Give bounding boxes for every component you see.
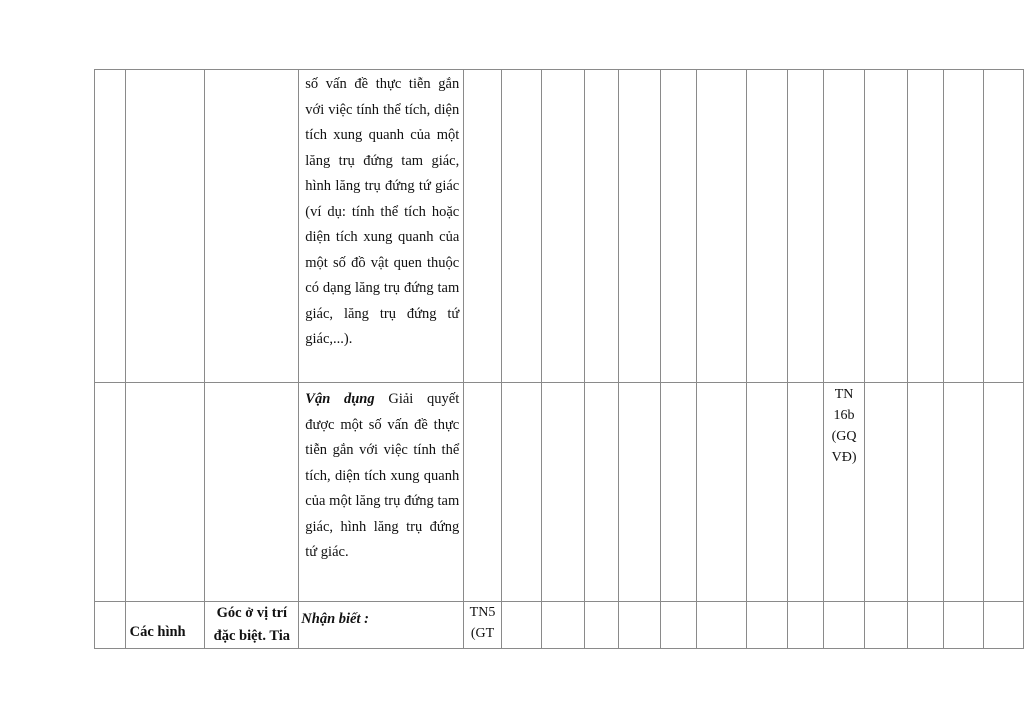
stt-cell <box>95 70 126 383</box>
level-cell <box>865 602 908 649</box>
level-cell <box>908 383 943 602</box>
question-code-cell <box>823 383 864 602</box>
matrix-table <box>94 69 1024 649</box>
level-cell <box>619 602 661 649</box>
level-label: Vận dụng <box>305 391 375 407</box>
topic-line: đặc biệt. Tia <box>213 628 291 644</box>
code-line: 16b <box>833 408 855 423</box>
domain-cell <box>125 602 205 649</box>
topic-cell <box>205 383 299 602</box>
level-cell <box>823 70 864 383</box>
code-line: (GQ <box>831 429 857 444</box>
question-code <box>824 383 864 468</box>
level-cell <box>464 70 501 383</box>
question-code <box>464 602 500 644</box>
level-cell <box>865 70 908 383</box>
level-cell <box>661 602 696 649</box>
level-label: Nhận biết : <box>301 611 369 627</box>
code-line: TN <box>834 387 854 402</box>
level-cell <box>541 383 584 602</box>
level-cell <box>584 602 618 649</box>
level-cell <box>661 70 696 383</box>
level-cell <box>983 383 1023 602</box>
domain-cell <box>125 70 205 383</box>
level-cell <box>584 383 618 602</box>
level-cell <box>943 70 983 383</box>
level-cell <box>501 602 541 649</box>
level-cell <box>823 602 864 649</box>
description-text: số vấn đề thực tiễn gắn với việc tính thể tích, diện tích xung quanh của một lăng trụ đứng tam giác, hình lăng trụ đứng tứ giác (ví dụ: tính thể tích hoặc diện tích xung quanh của một số đồ vật quen thuộc có dạng lăng trụ đứng tam giác, lăng trụ đứng tứ giác,...). <box>305 76 460 347</box>
topic-label <box>205 602 298 648</box>
level-cell <box>983 70 1023 383</box>
level-cell <box>943 383 983 602</box>
table-row <box>95 602 1024 649</box>
description-cell <box>299 602 464 649</box>
level-cell <box>983 602 1023 649</box>
level-cell <box>584 70 618 383</box>
level-cell <box>661 383 696 602</box>
level-cell <box>696 383 747 602</box>
level-cell <box>696 602 747 649</box>
level-cell <box>787 602 823 649</box>
code-line: VĐ) <box>831 450 857 465</box>
description-text <box>299 383 463 566</box>
level-cell <box>908 602 943 649</box>
table-row <box>95 70 1024 383</box>
description-body: Giải quyết được một số vấn đề thực tiễn gắn với việc tính thể tích, diện tích xung quanh của một lăng trụ đứng tam giác, hình lăng trụ đứng tứ giác. <box>305 391 460 560</box>
level-cell <box>501 383 541 602</box>
level-cell <box>747 383 787 602</box>
level-cell <box>619 383 661 602</box>
level-cell <box>501 70 541 383</box>
stt-cell <box>95 383 126 602</box>
question-code-cell <box>464 602 501 649</box>
level-cell <box>865 383 908 602</box>
level-cell <box>747 70 787 383</box>
level-cell <box>943 602 983 649</box>
level-cell <box>464 383 501 602</box>
stt-cell <box>95 602 126 649</box>
table-row <box>95 383 1024 602</box>
topic-line: Góc ở vị trí <box>216 605 288 621</box>
code-line: (GT <box>470 626 495 641</box>
level-cell <box>619 70 661 383</box>
level-cell <box>747 602 787 649</box>
description-cell <box>299 383 464 602</box>
level-cell <box>908 70 943 383</box>
description-cell <box>299 70 464 383</box>
level-cell <box>696 70 747 383</box>
domain-cell <box>125 383 205 602</box>
topic-cell <box>205 602 299 649</box>
level-cell <box>541 602 584 649</box>
level-cell <box>541 70 584 383</box>
topic-cell <box>205 70 299 383</box>
level-cell <box>787 383 823 602</box>
code-line: TN5 <box>469 605 496 620</box>
level-cell <box>787 70 823 383</box>
domain-label: Các hình <box>129 624 186 640</box>
